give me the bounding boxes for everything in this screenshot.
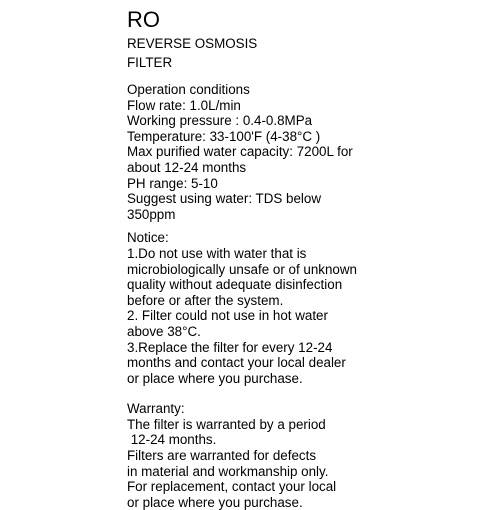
notice-line: quality without adequate disinfection bbox=[127, 277, 343, 293]
warranty-line: The filter is warranted by a period bbox=[127, 416, 326, 432]
notice-line: before or after the system. bbox=[127, 292, 284, 308]
notice-line: months and contact your local dealer bbox=[127, 355, 346, 371]
notice-heading: Notice: bbox=[127, 230, 169, 246]
notice-line: or place where you purchase. bbox=[127, 370, 303, 386]
product-subtitle-line-1: REVERSE OSMOSIS bbox=[127, 36, 258, 51]
notice-line: 1.Do not use with water that is bbox=[127, 245, 307, 261]
product-subtitle-line-2: FILTER bbox=[127, 54, 173, 70]
temperature-text: Temperature: 33-100'F (4-38°C ) bbox=[127, 128, 321, 144]
ph-range-text: PH range: 5-10 bbox=[127, 175, 218, 191]
warranty-line: Filters are warranted for defects bbox=[127, 448, 317, 464]
header-section bbox=[127, 8, 472, 72]
working-pressure-text: Working pressure : 0.4-0.8MPa bbox=[127, 113, 313, 129]
warranty-heading: Warranty: bbox=[127, 401, 185, 417]
notice-line: 2. Filter could not use in hot water bbox=[127, 308, 328, 324]
operation-conditions-section bbox=[127, 82, 472, 222]
operation-heading: Operation conditions bbox=[127, 82, 250, 97]
notice-section bbox=[127, 230, 472, 386]
warranty-line: or place where you purchase. bbox=[127, 494, 303, 510]
filter-spec-sheet bbox=[127, 8, 472, 510]
product-title: RO bbox=[127, 7, 160, 32]
notice-line: above 38°C. bbox=[127, 323, 201, 339]
warranty-line: in material and workmanship only. bbox=[127, 463, 329, 479]
notice-line: microbiologically unsafe or of unknown bbox=[127, 261, 357, 277]
notice-line: 3.Replace the filter for every 12-24 bbox=[127, 339, 333, 355]
warranty-line: 12-24 months. bbox=[127, 432, 217, 448]
capacity-text: Max purified water capacity: 7200L for bbox=[127, 144, 353, 160]
warranty-section bbox=[127, 401, 472, 510]
capacity-text-continued: about 12-24 months bbox=[127, 159, 247, 175]
suggested-water-text-continued: 350ppm bbox=[127, 206, 176, 222]
flow-rate-text: Flow rate: 1.0L/min bbox=[127, 97, 241, 113]
suggested-water-text: Suggest using water: TDS below bbox=[127, 191, 322, 207]
warranty-line: For replacement, contact your local bbox=[127, 479, 337, 495]
